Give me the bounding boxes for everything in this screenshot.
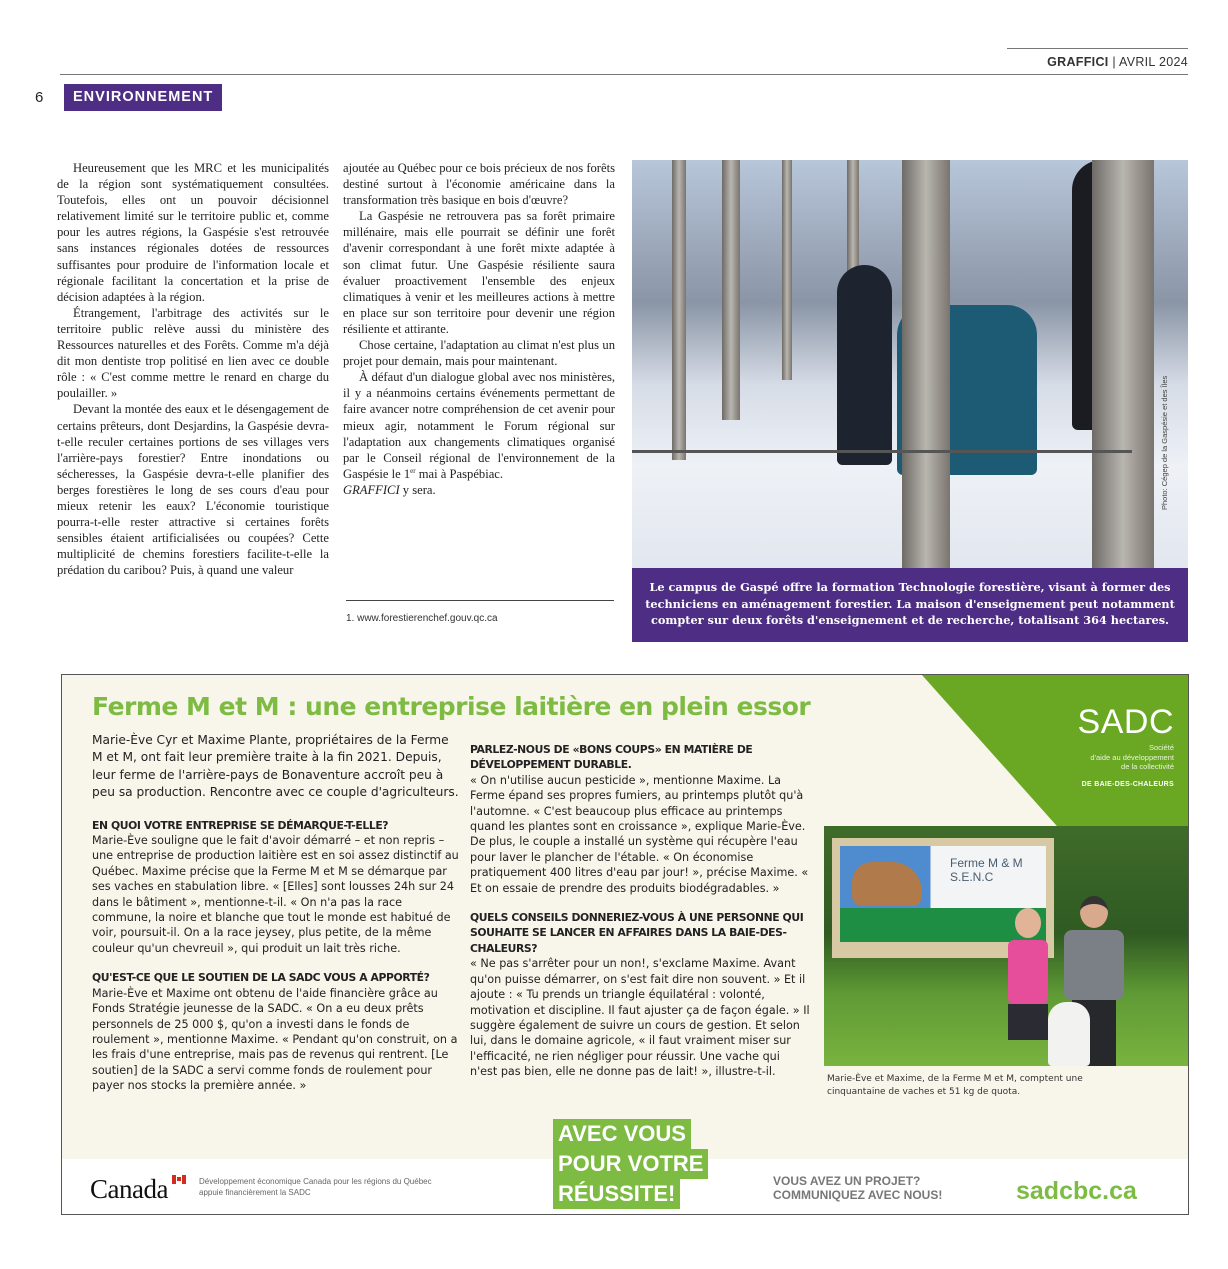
ad-lead: Marie-Ève Cyr et Maxime Plante, propriétaires de la Ferme M et M, ont fait leur première traite à la fin 2021. Depuis, leur ferme de l'arrière-pays de Bonaventure accroît peu à peu sa production. Rencontre avec ce couple d'agriculteurs. <box>92 733 459 800</box>
sadc-region: DE BAIE-DES-CHALEURS <box>1081 781 1174 788</box>
funding-line: appuie financièrement la SADC <box>199 1188 311 1197</box>
qa-block <box>92 818 462 957</box>
issue-date: AVRIL 2024 <box>1118 55 1188 69</box>
slogan <box>553 1119 708 1209</box>
paragraph-text: À défaut d'un dialogue global avec nos ministères, il y a néanmoins certains événements permettant de faire avancer notre compréhension de cet avenir pour mieux agir, notamment le Forum régional sur l'adaptation aux changements climatiques organisé par le Conseil régional de l'environnement de la Gaspésie le 1 <box>343 370 615 481</box>
paragraph: Étrangement, l'arbitrage des activités sur le territoire public relève aussi du ministère des Ressources naturelles et des Forêts. Comme m'a déjà dit mon dentiste trop politisé en lien avec ce double rôle : « C'est comme mettre le renard en charge du poulailler. » <box>57 305 329 401</box>
footnote-rule <box>346 600 614 601</box>
masthead-separator: | <box>1112 55 1116 69</box>
sign-text <box>950 856 1023 884</box>
person-marie-eve <box>1002 908 1054 1066</box>
photo-caption: Le campus de Gaspé offre la formation Technologie forestière, visant à former des techniciens en aménagement forestier. La maison d'enseignement peut notamment compter sur deux forêts d'enseignement et de recherche, totalisant 364 hectares. <box>632 568 1188 642</box>
signoff-text: y sera. <box>399 482 436 497</box>
farm-photo <box>824 826 1189 1066</box>
article-column-2 <box>343 160 615 498</box>
website-link[interactable]: sadcbc.ca <box>1016 1177 1137 1205</box>
signoff-publication: GRAFFICI <box>343 482 400 497</box>
answer-text: Marie-Ève souligne que le fait d'avoir démarré – et non repris – une entreprise de production laitière est en soi assez distinctif au Québec. Maxime précise que la Ferme M et M se démarque par ses vaches en stabulation libre. « [Elles] sont lousses 24h sur 24 dans le bâtiment », mentionne-t-il. « On n'a pas la race commune, la noire et blanche que tout le monde est habitué de voir, poursuit-il. On a la race jeysey, plus petite, de la même couleur qu'un chevreuil », qui produit un lait très riche. <box>92 834 459 955</box>
measuring-pole <box>632 450 1132 453</box>
ad-column-1 <box>92 732 462 1108</box>
slogan-line: POUR VOTRE <box>553 1149 708 1179</box>
sadc-subtitle <box>1034 743 1174 772</box>
footnote: 1. www.forestierenchef.gouv.qc.ca <box>346 613 498 624</box>
farm-photo-caption: Marie-Ève et Maxime, de la Ferme M et M, comptent une cinquantaine de vaches et 51 kg de quota. <box>827 1074 1083 1097</box>
sadc-subtitle-line: de la collectivité <box>1121 762 1174 771</box>
sign-line: Ferme M & M <box>950 856 1023 870</box>
call-to-action <box>773 1174 942 1202</box>
header-rule <box>60 74 1188 75</box>
ordinal-superscript: er <box>410 466 416 475</box>
paragraph: Heureusement que les MRC et les municipalités de la région sont systématiquement consultées. Toutefois, elles ont un pouvoir décisionnel relativement limité sur le territoire public et, comme pour les autres régions, la Gaspésie s'est retrouvée sans instances régionales dotées de ressources suffisantes pour produire de l'information locale et régionale facilitant la concertation et la prise de décision adaptées à la région. <box>57 161 329 304</box>
funding-line: Développement économique Canada pour les régions du Québec <box>199 1177 432 1186</box>
sadc-logo: SADC <box>1077 703 1174 741</box>
question-heading: EN QUOI VOTRE ENTREPRISE SE DÉMARQUE-T-ELLE? <box>92 818 389 832</box>
page-number: 6 <box>35 89 44 106</box>
paragraph: Chose certaine, l'adaptation au climat n'est plus un projet pour demain, mais pour maintenant. <box>343 338 615 369</box>
sign-line: S.E.N.C <box>950 870 994 884</box>
paragraph <box>343 369 615 482</box>
sadc-advertisement <box>61 674 1189 1215</box>
sadc-brand-panel <box>922 675 1189 825</box>
tree-trunk <box>1092 160 1154 568</box>
slogan-line: AVEC VOUS <box>553 1119 691 1149</box>
publication-name: GRAFFICI <box>1047 55 1109 69</box>
sadc-subtitle-line: Société <box>1148 743 1174 752</box>
section-label: ENVIRONNEMENT <box>64 84 222 111</box>
paragraph: La Gaspésie ne retrouvera pas sa forêt primaire millénaire, mais elle pourrait se définir une forêt d'avenir correspondant à une forêt mixte adaptée à son climat futur. Une Gaspésie résiliente saura évaluer proactivement l'ensemble des enjeux climatiques à venir et les meilleures actions à mettre en place sur son territoire pour devenir une région résiliente et attirante. <box>343 209 615 336</box>
canada-wordmark: Canada <box>90 1174 168 1204</box>
masthead <box>1047 55 1188 69</box>
cta-line: VOUS AVEZ UN PROJET? <box>773 1174 921 1188</box>
qa-block <box>470 910 810 1079</box>
canada-funding-text <box>199 1176 432 1198</box>
sadc-subtitle-line: d'aide au développement <box>1090 752 1174 762</box>
paragraph-tail: mai à Paspébiac. <box>415 466 504 481</box>
answer-text: Marie-Ève et Maxime ont obtenu de l'aide financière grâce au Fonds Stratégie jeunesse de la SADC. « On a eu deux prêts personnels de 25 000 $, qu'on a investi dans le fonds de roulement », mentionne Maxime. « Pendant qu'on construit, on a les frais d'une entreprise, mais pas de revenus qui rentrent. [Le soutien] de la SADC a servi comme fonds de roulement pour payer nos stocks la première année. » <box>92 986 458 1093</box>
forest-photo <box>632 160 1188 568</box>
signoff <box>343 482 615 498</box>
ad-title: Ferme M et M : une entreprise laitière en plein essor <box>92 692 811 721</box>
tree-trunk <box>672 160 686 460</box>
question-heading: QUELS CONSEILS DONNERIEZ-VOUS À UNE PERSONNE QUI SOUHAITE SE LANCER EN AFFAIRES DANS LA BAIE-DES-CHALEURS? <box>470 911 804 955</box>
qa-block <box>470 742 810 896</box>
slogan-line: RÉUSSITE! <box>553 1179 680 1209</box>
cow-image <box>852 862 922 906</box>
photo-credit: Photo: Cégep de la Gaspésie et des Îles <box>1160 375 1169 510</box>
canada-flag-icon <box>172 1175 186 1184</box>
question-heading: PARLEZ-NOUS DE «BONS COUPS» EN MATIÈRE DE DÉVELOPPEMENT DURABLE. <box>470 743 753 772</box>
question-heading: QU'EST-CE QUE LE SOUTIEN DE LA SADC VOUS A APPORTÉ? <box>92 971 430 985</box>
qa-block <box>92 970 462 1093</box>
header-rule-short <box>1007 48 1188 49</box>
answer-text: « Ne pas s'arrêter pour un non!, s'exclame Maxime. Avant qu'on puisse démarrer, on s'est fait dire non souvent. » Et il ajoute : « Tu prends un triangle équilatéral : volonté, motivation et discipline. Il faut ajuster ça de façon égale. » Il suggère également de suivre un cours de gestion. Et selon lui, dans le domaine agricole, « il faut vraiment miser sur l'efficacité, ne rien négliger pour réussir. Une vache qui n'est pas bien, elle ne donne pas de lait! », illustre-t-il. <box>470 957 810 1079</box>
tree-trunk <box>782 160 792 380</box>
article-column-1 <box>57 160 329 578</box>
dog <box>1048 1002 1090 1066</box>
paragraph: ajoutée au Québec pour ce bois précieux de nos forêts destiné surtout à l'économie américaine dans la transformation très basique en bois d'œuvre? <box>343 161 615 208</box>
answer-text: « On n'utilise aucun pesticide », mentionne Maxime. La Ferme épand ses propres fumiers, au printemps plutôt qu'à l'automne. « C'est beaucoup plus efficace au printemps quand les plantes sont en croissance », explique Marie-Ève. De plus, le couple a installé un système qui récupère l'eau pour laver le plancher de l'étable. « On économise pratiquement 400 litres d'eau par jour! », précise Maxime. « Et on essaie de prendre des produits biodégradables. » <box>470 773 809 895</box>
cta-line: COMMUNIQUEZ AVEC NOUS! <box>773 1188 943 1202</box>
paragraph: Devant la montée des eaux et le désengagement de certains prêteurs, dont Desjardins, la Gaspésie devra-t-elle reculer certaines portions de ses villages vers l'arrière-pays forestier? Entre inondations ou sécheresses, la Gaspésie devra-t-elle planifier des berges forestières le long de ses cours d'eau pour mieux retenir les eaux? L'économie touristique pourra-t-elle rester attractive si certaines forêts sensibles étaient artificialisées ou coupées? Cette multiplicité de chemins forestiers facilite-t-elle la prédation du caribou? Puis, à quand une valeur <box>57 402 329 578</box>
tree-trunk <box>722 160 740 420</box>
person-standing <box>837 265 892 465</box>
ad-column-2 <box>470 742 810 1094</box>
tree-trunk <box>902 160 950 568</box>
